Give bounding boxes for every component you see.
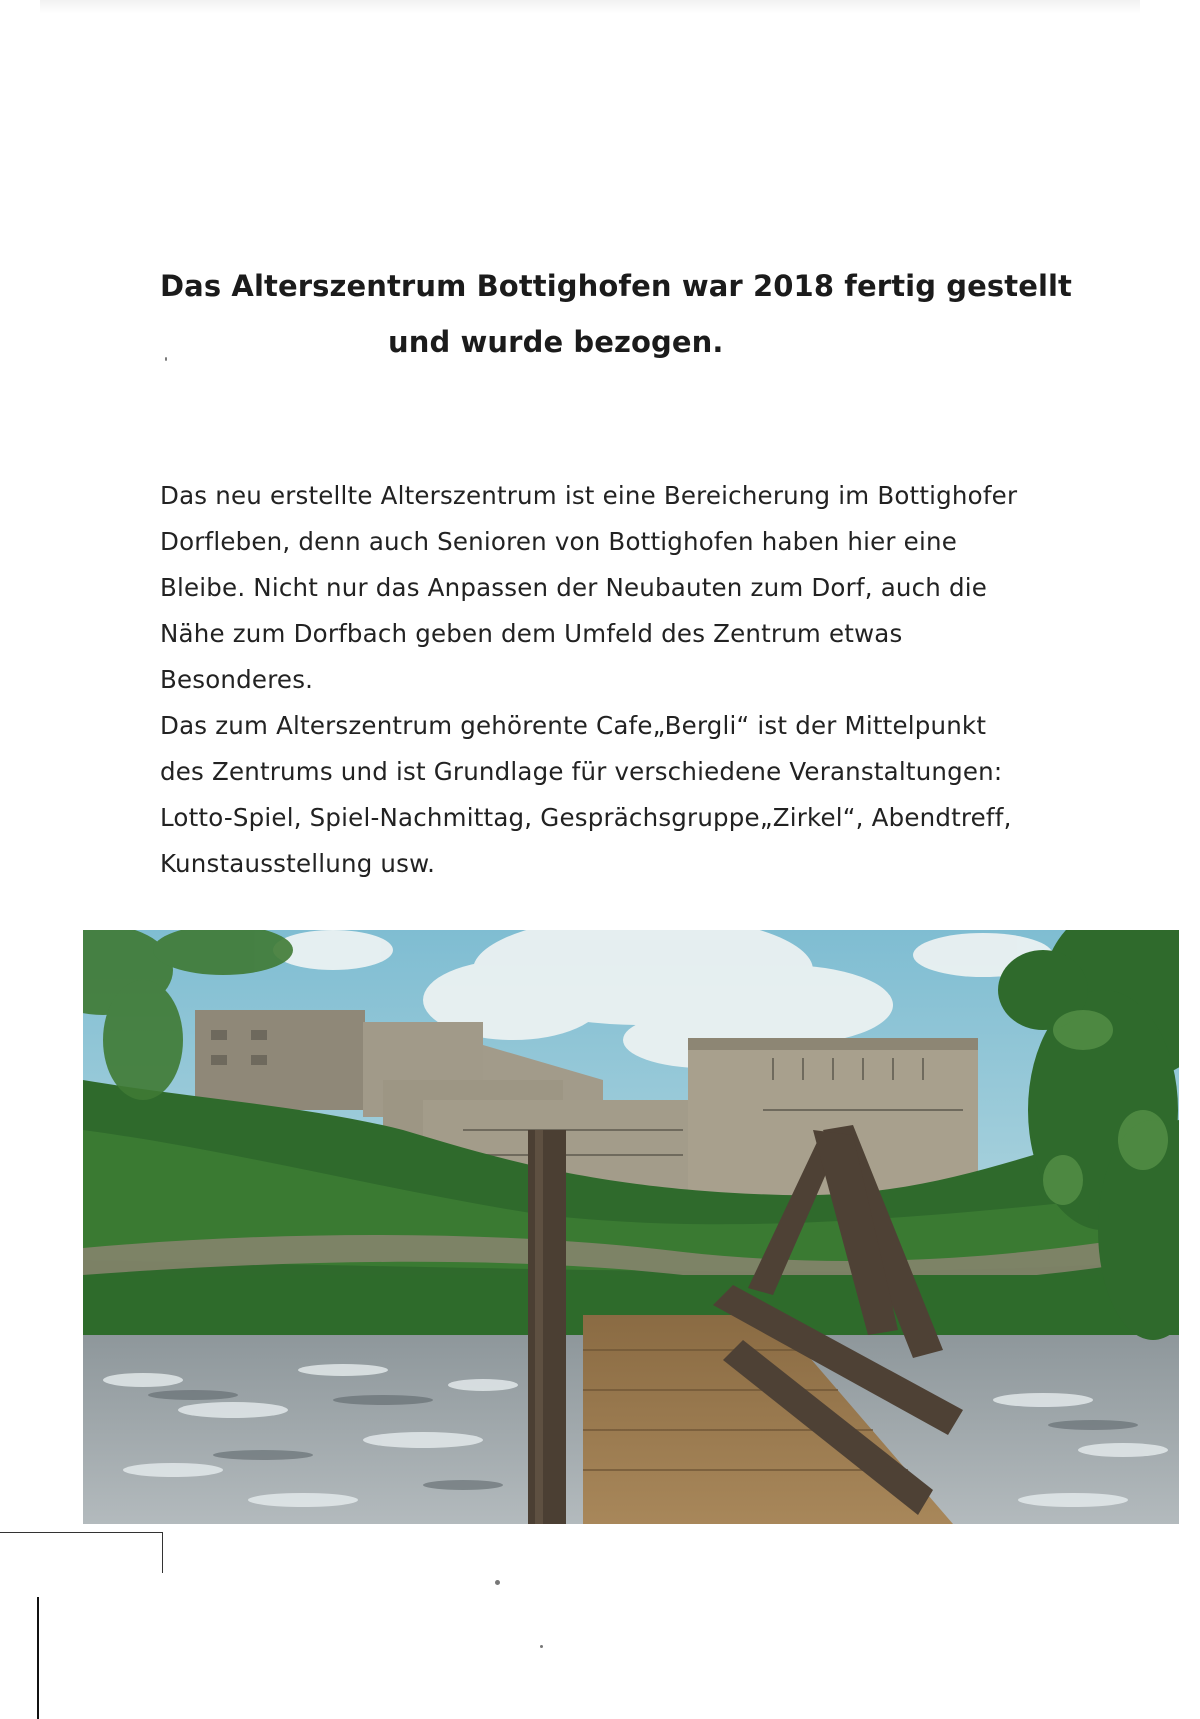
paragraph-line: Das zum Alterszentrum gehörente Cafe„Bergli“ ist der Mittelpunkt bbox=[160, 711, 987, 740]
paragraph-line: Nähe zum Dorfbach geben dem Umfeld des Zentrum etwas bbox=[160, 619, 903, 648]
scan-edge-line bbox=[37, 1597, 39, 1719]
paragraph-line: Lotto-Spiel, Spiel-Nachmittag, Gesprächsgruppe„Zirkel“, Abendtreff, bbox=[160, 803, 1012, 832]
body-paragraph bbox=[160, 473, 1110, 887]
paragraph-line: des Zentrums und ist Grundlage für verschiedene Veranstaltungen: bbox=[160, 757, 1003, 786]
painting-alterszentrum bbox=[83, 930, 1179, 1524]
paragraph-line: Besonderes. bbox=[160, 665, 314, 694]
title-line-2: und wurde bezogen. bbox=[388, 325, 724, 359]
painting-svg bbox=[83, 930, 1179, 1524]
paragraph-line: Dorfleben, denn auch Senioren von Bottighofen haben hier eine bbox=[160, 527, 957, 556]
scan-speck bbox=[540, 1645, 543, 1648]
bridge-post-left bbox=[528, 1130, 566, 1524]
paragraph-line: Das neu erstellte Alterszentrum ist eine Bereicherung im Bottighofer bbox=[160, 481, 1018, 510]
scan-edge-box bbox=[0, 1532, 163, 1573]
scan-shadow bbox=[40, 0, 1140, 14]
scan-speck bbox=[165, 357, 167, 361]
scan-speck bbox=[495, 1580, 500, 1585]
page-title bbox=[140, 258, 1120, 370]
paragraph-line: Kunstausstellung usw. bbox=[160, 849, 436, 878]
title-line-1: Das Alterszentrum Bottighofen war 2018 fertig gestellt bbox=[160, 269, 1073, 303]
paragraph-line: Bleibe. Nicht nur das Anpassen der Neubauten zum Dorf, auch die bbox=[160, 573, 988, 602]
